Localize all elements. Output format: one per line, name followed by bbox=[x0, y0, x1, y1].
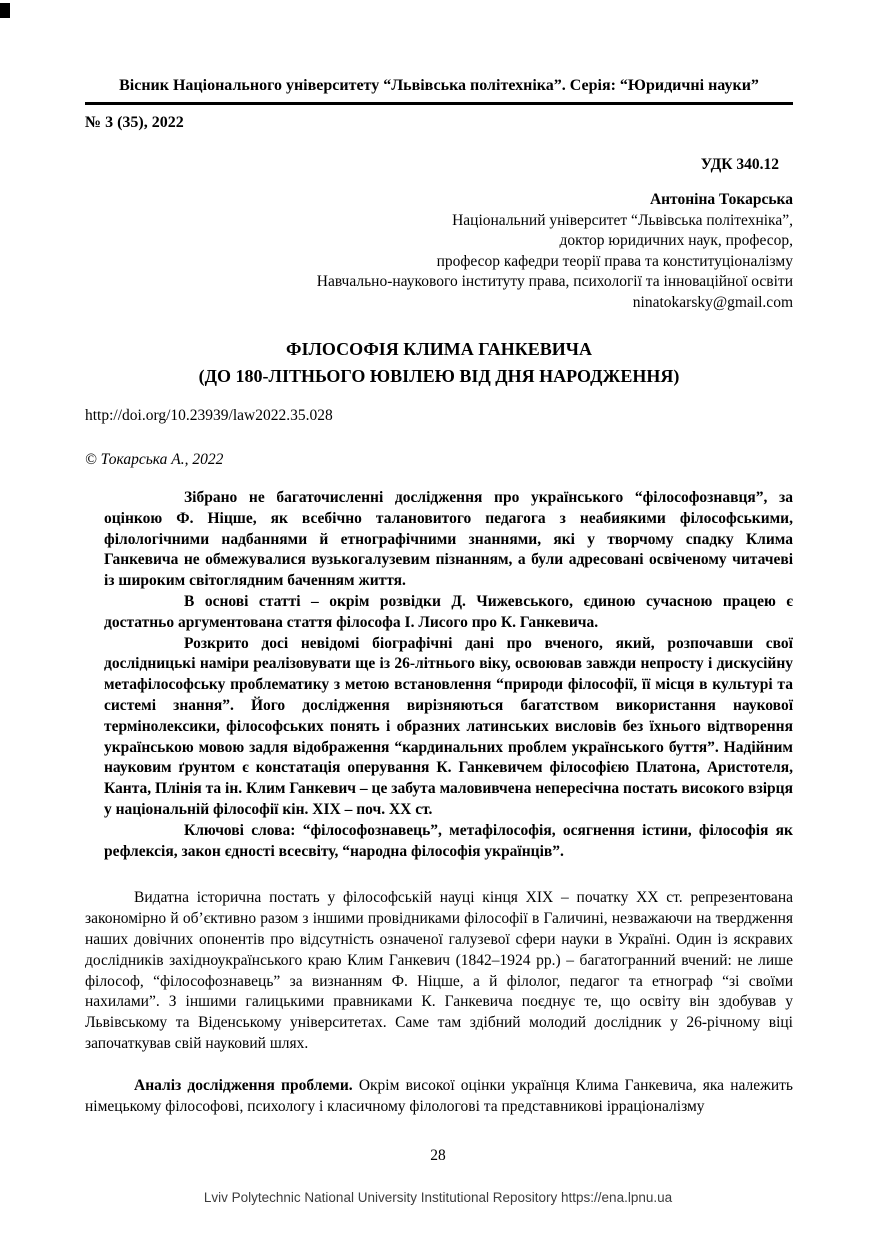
body-paragraph bbox=[85, 1076, 793, 1118]
scan-corner-mark bbox=[0, 3, 10, 18]
abstract bbox=[104, 488, 793, 862]
section-lead: Аналіз дослідження проблеми. bbox=[134, 1076, 353, 1094]
author-affiliation-line: доктор юридичних наук, професор, bbox=[559, 232, 793, 249]
article-title bbox=[85, 336, 793, 390]
author-affiliation-line: Національний університет “Львівська політехніка”, bbox=[452, 211, 793, 229]
repository-footer: Lviv Polytechnic National University Institutional Repository https://ena.lpnu.ua bbox=[203, 1190, 673, 1205]
author-email: ninatokarsky@gmail.com bbox=[632, 293, 793, 311]
body-paragraph-text: Окрім високої оцінки українця Клима Ганкевича, яка належить німецькому філософові, психологу і класичному філологові та представникові ірраціоналізму bbox=[85, 1076, 793, 1115]
author-affiliation-line: професор кафедри теорії права та конституціоналізму bbox=[436, 252, 793, 270]
article-title-line1: ФІЛОСОФІЯ КЛИМА ГАНКЕВИЧА bbox=[286, 339, 592, 359]
article-body bbox=[85, 888, 793, 1117]
author-affiliation-line: Навчально-наукового інституту права, психології та інноваційної освіти bbox=[316, 273, 793, 290]
udc-code: УДК 340.12 bbox=[700, 156, 779, 173]
body-paragraph: Видатна історична постать у філософській науці кінця XIX – початку XX ст. репрезентована закономірно й об’єктивно разом з іншими провідниками філософії в Галичині, незважаючи на твердження наших довічних опонентів про відсутність означеної галузевої сфери науки в Україні. Один із яскравих дослідників західноукраїнського краю Клим Ганкевич (1842–1924 рр.) – багатогранний вчений: не лише філософ, “філософознавець” за визнанням Ф. Ніцше, а й філолог, педагог та етнограф “зі своїми нахилами”. З іншими галицькими правниками К. Ганкевича поєднує те, що освіту він здобував у Львівському та Віденському університетах. Саме там здібний молодий дослідник у 26-річному віці започаткував свій науковий шлях. bbox=[85, 889, 793, 1052]
article-title-line2: (ДО 180-ЛІТНЬОГО ЮВІЛЕЮ ВІД ДНЯ НАРОДЖЕННЯ) bbox=[198, 366, 680, 386]
copyright-line: © Токарська А., 2022 bbox=[85, 451, 224, 468]
abstract-paragraph: Розкрито досі невідомі біографічні дані про вченого, який, розпочавши свої дослідницькі наміри реалізовувати ще із 26-літнього віку, освоював завжди непросту і дискусійну метафілософську проблематику з метою встановлення “природи філософії, її місця в культурі та системі знання”. Його дослідження вирізняються багатством використання наукової термінолексики, філософських понять і образних латинських висловів без їхнього відтворення українською мовою задля відображення “кардинальних проблем українського буття”. Надійним науковим ґрунтом є констатація оперування К. Ганкевичем філософією Платона, Аристотеля, Канта, Плінія та ін. Клим Ганкевич – це забута маловивчена непересічна постать високого взірця у національній філософії кін. XIX – поч. XX ст. bbox=[104, 634, 793, 818]
abstract-paragraph: В основі статті – окрім розвідки Д. Чижевського, єдиною сучасною працею є достатньо аргументована стаття філософа І. Лисого про К. Ганкевича. bbox=[104, 592, 793, 631]
page-content bbox=[85, 0, 793, 1117]
author-block bbox=[85, 190, 793, 313]
abstract-paragraph: Зібрано не багаточисленні дослідження про українського “філософознавця”, за оцінкою Ф. Ніцше, як всебічно талановитого педагога з неабиякими філософськими, філологічними надбаннями й етнографічними знаннями, які у творчому спадку Клима Ганкевича не обмежувалися вузькогалузевим пізнанням, а були адресовані освіченому читачеві із широким світоглядним баченням життя. bbox=[104, 489, 793, 590]
page-number: 28 bbox=[430, 1147, 446, 1164]
author-name: Антоніна Токарська bbox=[649, 191, 793, 208]
issue-number: № 3 (35), 2022 bbox=[85, 114, 184, 131]
journal-header: Вісник Національного університету “Львівська політехніка”. Серія: “Юридичні науки” bbox=[85, 76, 793, 105]
keywords-paragraph: Ключові слова: “філософознавець”, метафілософія, осягнення істини, філософія як рефлексія, закон єдності всесвіту, “народна філософія українців”. bbox=[104, 821, 793, 860]
doi-link: http://doi.org/10.23939/law2022.35.028 bbox=[85, 407, 333, 424]
